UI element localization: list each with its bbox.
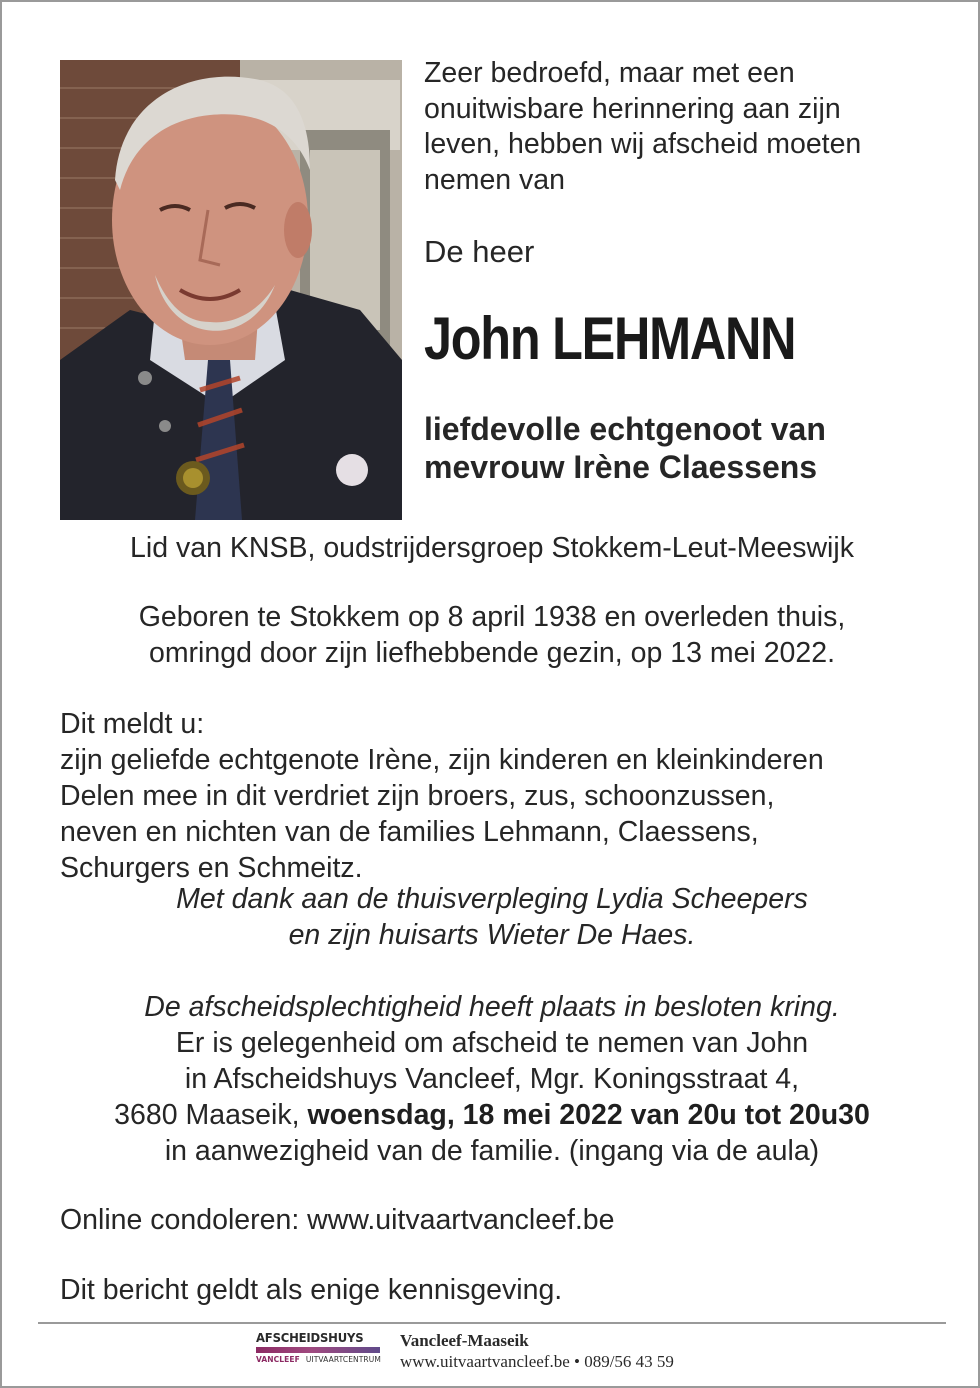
announce-line: neven en nichten van de families Lehmann, Claessens, bbox=[60, 816, 759, 848]
ceremony-line bbox=[60, 1097, 924, 1133]
salutation: De heer bbox=[424, 234, 535, 269]
logo-bar bbox=[256, 1347, 380, 1353]
thanks-line: Met dank aan de thuisverpleging Lydia Scheepers bbox=[176, 883, 808, 915]
birth-death-info bbox=[60, 599, 924, 671]
ceremony-line: in aanwezigheid van de familie. (ingang via de aula) bbox=[164, 1135, 820, 1167]
logo-title: AFSCHEIDSHUYS bbox=[256, 1330, 364, 1345]
footer-contact-block bbox=[400, 1330, 674, 1372]
ceremony-info bbox=[60, 989, 924, 1169]
announcement bbox=[60, 706, 924, 886]
spouse-line: mevrouw Irène Claessens bbox=[424, 449, 818, 485]
logo-sub-brand: VANCLEEF bbox=[256, 1355, 300, 1364]
notice-line: Dit bericht geldt als enige kennisgeving. bbox=[60, 1274, 563, 1306]
ceremony-line: Er is gelegenheid om afscheid te nemen van John bbox=[175, 1027, 809, 1059]
spouse-description bbox=[424, 410, 826, 486]
ceremony-line: De afscheidsplechtigheid heeft plaats in besloten kring. bbox=[144, 991, 840, 1023]
logo-subtitle bbox=[256, 1355, 384, 1364]
funeral-home-logo bbox=[256, 1330, 384, 1370]
spouse-line: liefdevolle echtgenoot van bbox=[424, 411, 826, 447]
portrait-photo bbox=[60, 60, 402, 520]
online-condolence: Online condoleren: www.uitvaartvancleef.be bbox=[60, 1204, 615, 1236]
intro-line: leven, hebben wij afscheid moeten bbox=[424, 128, 862, 160]
announce-line: Schurgers en Schmeitz. bbox=[60, 852, 363, 884]
ceremony-address-city: 3680 Maaseik, bbox=[114, 1099, 300, 1131]
born-line: Geboren te Stokkem op 8 april 1938 en overleden thuis, bbox=[138, 601, 846, 633]
intro-line: nemen van bbox=[424, 163, 566, 196]
company-contact: www.uitvaartvancleef.be • 089/56 43 59 bbox=[400, 1352, 674, 1371]
intro-text bbox=[424, 56, 944, 198]
footer-divider bbox=[38, 1322, 946, 1324]
ceremony-line: in Afscheidshuys Vancleef, Mgr. Koningsstraat 4, bbox=[184, 1063, 800, 1095]
thanks-text bbox=[60, 881, 924, 953]
deceased-name: John LEHMANN bbox=[424, 305, 796, 372]
logo-sub-tagline: UITVAARTCENTRUM bbox=[305, 1355, 381, 1364]
announce-line: Delen mee in dit verdriet zijn broers, zus, schoonzussen, bbox=[60, 780, 775, 812]
announce-line: zijn geliefde echtgenote Irène, zijn kinderen en kleinkinderen bbox=[60, 744, 824, 776]
visitation-datetime: woensdag, 18 mei 2022 van 20u tot 20u30 bbox=[307, 1099, 870, 1131]
company-name: Vancleef-Maaseik bbox=[400, 1331, 529, 1350]
membership-line: Lid van KNSB, oudstrijdersgroep Stokkem-Leut-Meeswijk bbox=[130, 532, 854, 564]
born-line: omringd door zijn liefhebbende gezin, op 13 mei 2022. bbox=[148, 637, 836, 669]
thanks-line: en zijn huisarts Wieter De Haes. bbox=[288, 919, 696, 951]
intro-line: Zeer bedroefd, maar met een bbox=[424, 57, 795, 89]
announce-line: Dit meldt u: bbox=[60, 708, 205, 740]
intro-line: onuitwisbare herinnering aan zijn bbox=[424, 92, 841, 125]
